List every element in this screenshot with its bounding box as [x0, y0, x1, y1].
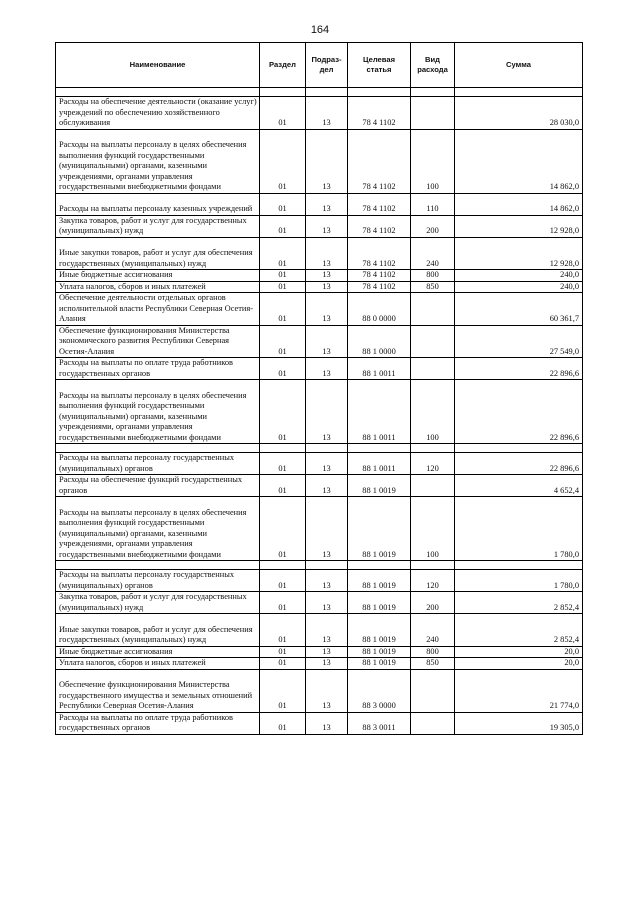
- cell-section: 01: [260, 453, 306, 475]
- cell-name: Расходы на выплаты персоналу в целях обеспечения выполнения функций государственными (муниципальными) органами, казенными учреждениями, органами управления государственными внебюджетными фондами: [56, 380, 260, 444]
- cell-sum: 240,0: [455, 270, 583, 282]
- cell-subsection: 13: [306, 453, 348, 475]
- spacer-cell: [348, 88, 411, 97]
- cell-section: 01: [260, 658, 306, 670]
- cell-subsection: 13: [306, 129, 348, 193]
- spacer-cell: [260, 561, 306, 570]
- cell-sum: 60 361,7: [455, 293, 583, 326]
- cell-name: Иные бюджетные ассигнования: [56, 646, 260, 658]
- cell-name: Иные закупки товаров, работ и услуг для обеспечения государственных (муниципальных) нужд: [56, 614, 260, 647]
- cell-section: 01: [260, 646, 306, 658]
- cell-article: 88 1 0000: [348, 325, 411, 358]
- cell-subsection: 13: [306, 270, 348, 282]
- table-body: [56, 88, 583, 735]
- cell-article: 78 4 1102: [348, 270, 411, 282]
- cell-expense: 850: [411, 658, 455, 670]
- cell-article: 88 1 0011: [348, 358, 411, 380]
- cell-subsection: 13: [306, 193, 348, 215]
- cell-article: 88 1 0011: [348, 453, 411, 475]
- table-row: [56, 97, 583, 130]
- cell-sum: 4 652,4: [455, 475, 583, 497]
- cell-subsection: 13: [306, 97, 348, 130]
- cell-name: Закупка товаров, работ и услуг для государственных (муниципальных) нужд: [56, 215, 260, 237]
- spacer-cell: [56, 88, 260, 97]
- cell-article: 78 4 1102: [348, 193, 411, 215]
- cell-section: 01: [260, 97, 306, 130]
- table-row: [56, 237, 583, 270]
- cell-article: 78 4 1102: [348, 237, 411, 270]
- cell-sum: 20,0: [455, 658, 583, 670]
- cell-expense: [411, 669, 455, 712]
- cell-section: 01: [260, 325, 306, 358]
- header-sum: Сумма: [455, 43, 583, 88]
- cell-subsection: 13: [306, 646, 348, 658]
- cell-sum: 1 780,0: [455, 497, 583, 561]
- cell-section: 01: [260, 129, 306, 193]
- cell-name: Расходы на выплаты персоналу в целях обеспечения выполнения функций государственными (муниципальными) органами, казенными учреждениями, органами управления государственными внебюджетными фондами: [56, 129, 260, 193]
- cell-sum: 1 780,0: [455, 570, 583, 592]
- cell-sum: 19 305,0: [455, 712, 583, 734]
- header-article: Целевая статья: [348, 43, 411, 88]
- cell-sum: 2 852,4: [455, 592, 583, 614]
- spacer-cell: [411, 88, 455, 97]
- cell-section: 01: [260, 592, 306, 614]
- table-row: [56, 658, 583, 670]
- spacer-cell: [260, 444, 306, 453]
- cell-name: Расходы на выплаты по оплате труда работников государственных органов: [56, 358, 260, 380]
- cell-sum: 14 862,0: [455, 193, 583, 215]
- cell-article: 88 1 0019: [348, 614, 411, 647]
- spacer-cell: [306, 88, 348, 97]
- cell-name: Расходы на выплаты персоналу в целях обеспечения выполнения функций государственными (муниципальными) органами, казенными учреждениями, органами управления государственными внебюджетными фондами: [56, 497, 260, 561]
- cell-expense: 850: [411, 281, 455, 293]
- budget-table: [55, 42, 583, 735]
- cell-section: 01: [260, 358, 306, 380]
- cell-section: 01: [260, 380, 306, 444]
- table-row: [56, 614, 583, 647]
- cell-name: Иные бюджетные ассигнования: [56, 270, 260, 282]
- cell-subsection: 13: [306, 570, 348, 592]
- spacer-cell: [455, 561, 583, 570]
- cell-expense: 120: [411, 453, 455, 475]
- cell-section: 01: [260, 712, 306, 734]
- row-spacer: [56, 561, 583, 570]
- table-row: [56, 325, 583, 358]
- cell-name: Уплата налогов, сборов и иных платежей: [56, 658, 260, 670]
- cell-subsection: 13: [306, 592, 348, 614]
- cell-sum: 27 549,0: [455, 325, 583, 358]
- cell-section: 01: [260, 293, 306, 326]
- table-row: [56, 453, 583, 475]
- cell-section: 01: [260, 237, 306, 270]
- cell-expense: 100: [411, 129, 455, 193]
- cell-name: Обеспечение функционирования Министерства экономического развития Республики Северная Осетия-Алания: [56, 325, 260, 358]
- cell-section: 01: [260, 270, 306, 282]
- cell-name: Иные закупки товаров, работ и услуг для обеспечения государственных (муниципальных) нужд: [56, 237, 260, 270]
- cell-expense: 200: [411, 592, 455, 614]
- cell-expense: 100: [411, 380, 455, 444]
- cell-section: 01: [260, 215, 306, 237]
- row-spacer: [56, 88, 583, 97]
- cell-subsection: 13: [306, 712, 348, 734]
- spacer-cell: [56, 561, 260, 570]
- cell-subsection: 13: [306, 237, 348, 270]
- table-row: [56, 592, 583, 614]
- cell-expense: 100: [411, 497, 455, 561]
- table-row: [56, 270, 583, 282]
- table-row: [56, 646, 583, 658]
- cell-sum: 12 928,0: [455, 215, 583, 237]
- table-row: [56, 497, 583, 561]
- cell-name: Расходы на выплаты персоналу государственных (муниципальных) органов: [56, 570, 260, 592]
- spacer-cell: [306, 444, 348, 453]
- cell-subsection: 13: [306, 614, 348, 647]
- cell-expense: 120: [411, 570, 455, 592]
- table-row: [56, 570, 583, 592]
- cell-expense: 800: [411, 646, 455, 658]
- cell-expense: 240: [411, 237, 455, 270]
- cell-sum: 22 896,6: [455, 358, 583, 380]
- header-subsection: Подраз- дел: [306, 43, 348, 88]
- cell-sum: 12 928,0: [455, 237, 583, 270]
- cell-section: 01: [260, 497, 306, 561]
- cell-name: Закупка товаров, работ и услуг для государственных (муниципальных) нужд: [56, 592, 260, 614]
- cell-article: 88 1 0019: [348, 570, 411, 592]
- spacer-cell: [260, 88, 306, 97]
- table-row: [56, 293, 583, 326]
- cell-expense: [411, 293, 455, 326]
- cell-article: 88 1 0019: [348, 646, 411, 658]
- cell-section: 01: [260, 669, 306, 712]
- table-header-row: [56, 43, 583, 88]
- cell-expense: [411, 475, 455, 497]
- table-row: [56, 669, 583, 712]
- cell-subsection: 13: [306, 380, 348, 444]
- table-row: [56, 712, 583, 734]
- header-name: Наименование: [56, 43, 260, 88]
- cell-expense: 200: [411, 215, 455, 237]
- header-expense: Вид расхода: [411, 43, 455, 88]
- cell-name: Расходы на выплаты персоналу государственных (муниципальных) органов: [56, 453, 260, 475]
- cell-article: 78 4 1102: [348, 97, 411, 130]
- cell-subsection: 13: [306, 281, 348, 293]
- cell-sum: 22 896,6: [455, 453, 583, 475]
- cell-name: Расходы на обеспечение функций государственных органов: [56, 475, 260, 497]
- cell-article: 78 4 1102: [348, 129, 411, 193]
- cell-expense: 110: [411, 193, 455, 215]
- cell-expense: 800: [411, 270, 455, 282]
- cell-section: 01: [260, 614, 306, 647]
- cell-article: 88 1 0019: [348, 658, 411, 670]
- cell-sum: 21 774,0: [455, 669, 583, 712]
- cell-subsection: 13: [306, 658, 348, 670]
- spacer-cell: [306, 561, 348, 570]
- spacer-cell: [411, 561, 455, 570]
- cell-subsection: 13: [306, 497, 348, 561]
- cell-sum: 240,0: [455, 281, 583, 293]
- cell-expense: [411, 358, 455, 380]
- spacer-cell: [455, 88, 583, 97]
- spacer-cell: [455, 444, 583, 453]
- spacer-cell: [411, 444, 455, 453]
- cell-section: 01: [260, 570, 306, 592]
- cell-sum: 28 030,0: [455, 97, 583, 130]
- cell-section: 01: [260, 193, 306, 215]
- cell-article: 88 3 0011: [348, 712, 411, 734]
- cell-expense: [411, 325, 455, 358]
- cell-subsection: 13: [306, 475, 348, 497]
- cell-name: Расходы на выплаты персоналу казенных учреждений: [56, 193, 260, 215]
- cell-name: Обеспечение функционирования Министерства государственного имущества и земельных отношений Республики Северная Осетия-Алания: [56, 669, 260, 712]
- header-section: Раздел: [260, 43, 306, 88]
- cell-name: Обеспечение деятельности отдельных органов исполнительной власти Республики Северная Осетия-Алания: [56, 293, 260, 326]
- cell-article: 88 1 0019: [348, 592, 411, 614]
- cell-expense: [411, 712, 455, 734]
- cell-name: Уплата налогов, сборов и иных платежей: [56, 281, 260, 293]
- cell-article: 78 4 1102: [348, 281, 411, 293]
- cell-sum: 22 896,6: [455, 380, 583, 444]
- cell-sum: 14 862,0: [455, 129, 583, 193]
- cell-section: 01: [260, 475, 306, 497]
- cell-sum: 2 852,4: [455, 614, 583, 647]
- row-spacer: [56, 444, 583, 453]
- cell-section: 01: [260, 281, 306, 293]
- table-row: [56, 358, 583, 380]
- table-row: [56, 215, 583, 237]
- cell-subsection: 13: [306, 358, 348, 380]
- cell-article: 78 4 1102: [348, 215, 411, 237]
- cell-article: 88 1 0011: [348, 380, 411, 444]
- table-row: [56, 475, 583, 497]
- page-number: 164: [310, 24, 330, 36]
- cell-subsection: 13: [306, 669, 348, 712]
- cell-name: Расходы на обеспечение деятельности (оказание услуг) учреждений по обеспечению хозяйственного обслуживания: [56, 97, 260, 130]
- cell-article: 88 1 0019: [348, 497, 411, 561]
- table-row: [56, 193, 583, 215]
- cell-article: 88 1 0019: [348, 475, 411, 497]
- cell-subsection: 13: [306, 325, 348, 358]
- table-row: [56, 129, 583, 193]
- spacer-cell: [348, 561, 411, 570]
- cell-name: Расходы на выплаты по оплате труда работников государственных органов: [56, 712, 260, 734]
- cell-expense: [411, 97, 455, 130]
- table-row: [56, 380, 583, 444]
- table-row: [56, 281, 583, 293]
- spacer-cell: [56, 444, 260, 453]
- cell-article: 88 3 0000: [348, 669, 411, 712]
- cell-expense: 240: [411, 614, 455, 647]
- cell-subsection: 13: [306, 215, 348, 237]
- cell-sum: 20,0: [455, 646, 583, 658]
- cell-article: 88 0 0000: [348, 293, 411, 326]
- spacer-cell: [348, 444, 411, 453]
- cell-subsection: 13: [306, 293, 348, 326]
